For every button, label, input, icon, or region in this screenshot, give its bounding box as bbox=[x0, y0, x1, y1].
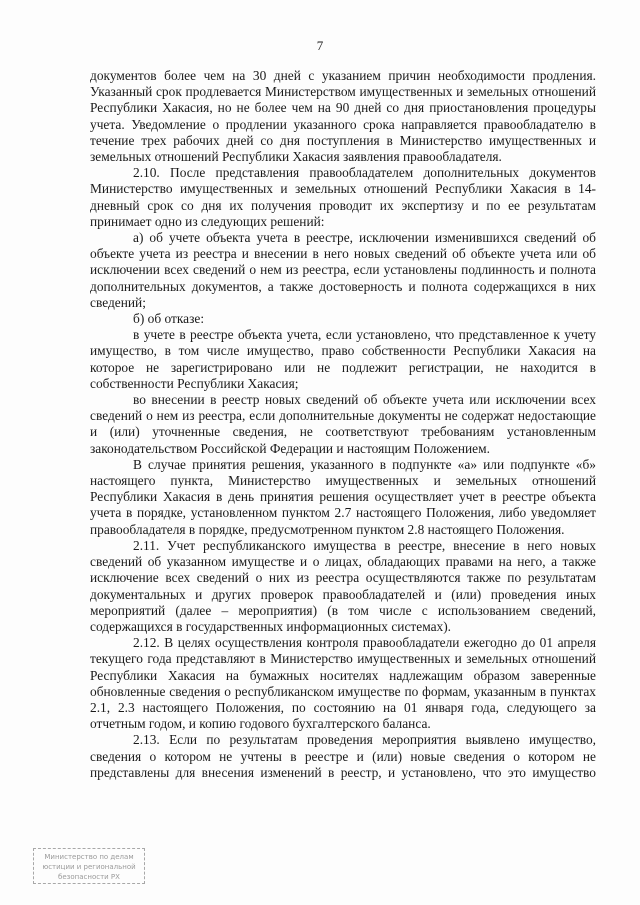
paragraph: 2.10. После представления правообладателем дополнительных документов Министерство имущественных и земельных отношений Республики Хакасия в 14-дневный срок со дня их получения проводит их экспертизу и по ее результатам принимает одно из следующих решений: bbox=[90, 165, 596, 229]
page-number: 7 bbox=[316, 38, 324, 53]
paragraph: документов более чем на 30 дней с указанием причин необходимости продления. Указанный срок продлевается Министерством имущественных и земельных отношений Республики Хакасия, но не более чем на 90 дней со дня приостановления процедуры учета. Уведомление о продлении указанного срока направляется правообладателю в течение трех рабочих дней со дня поступления в Министерство имущественных и земельных отношений Республики Хакасия заявления правообладателя. bbox=[90, 68, 596, 165]
document-body bbox=[90, 68, 596, 781]
stamp-line: Министерство по делам bbox=[44, 853, 134, 861]
stamp-line: юстиции и региональной bbox=[42, 863, 136, 871]
paragraph: во внесении в реестр новых сведений об объекте учета или исключении всех сведений о нем из реестра, если дополнительные документы не содержат недостающие и (или) уточненные сведения, не соответствуют требованиям установленным законодательством Российской Федерации и настоящим Положением. bbox=[90, 392, 596, 456]
stamp-line: безопасности РХ bbox=[58, 873, 120, 881]
paragraph: 2.13. Если по результатам проведения мероприятия выявлено имущество, сведения о котором не учтены в реестре и (или) новые сведения о котором не представлены для внесения изменений в реестр, и установлено, что это имущество bbox=[90, 732, 596, 780]
paragraph: В случае принятия решения, указанного в подпункте «а» или подпункте «б» настоящего пункта, Министерство имущественных и земельных отношений Республики Хакасия в день принятия решения осуществляет учет в реестре объекта учета в порядке, установленном пунктом 2.7 настоящего Положения, либо уведомляет правообладателя в порядке, предусмотренном пунктом 2.8 настоящего Положения. bbox=[90, 456, 596, 537]
paragraph: 2.11. Учет республиканского имущества в реестре, внесение в него новых сведений об указанном имуществе и о лицах, обладающих правами на него, а также исключение всех сведений о них из реестра осуществляются также по результатам документальных и других проверок правообладателей и (или) проведения иных мероприятий (далее – мероприятия) (в том числе с использованием сведений, содержащихся в государственных информационных системах). bbox=[90, 537, 596, 634]
paragraph: в учете в реестре объекта учета, если установлено, что представленное к учету имущество, в том числе имущество, право собственности Республики Хакасия на которое не зарегистрировано или не подлежит регистрации, не находится в собственности Республики Хакасия; bbox=[90, 327, 596, 391]
paragraph: а) об учете объекта учета в реестре, исключении изменившихся сведений об объекте учета из реестра и внесении в него новых сведений об объекте учета или об исключении всех сведений о нем из реестра, если установлены подлинность и полнота дополнительных документов, а также достоверность и полнота содержащихся в них сведений; bbox=[90, 230, 596, 310]
paragraph: б) об отказе: bbox=[133, 311, 205, 327]
registration-stamp bbox=[33, 848, 145, 884]
paragraph: 2.12. В целях осуществления контроля правообладатели ежегодно до 01 апреля текущего года представляют в Министерство имущественных и земельных отношений Республики Хакасия на бумажных носителях надлежащим образом заверенные обновленные сведения о республиканском имуществе по формам, указанным в пунктах 2.1, 2.3 настоящего Положения, по состоянию на 01 января года, следующего за отчетным годом, и копию годового бухгалтерского баланса. bbox=[90, 635, 596, 732]
